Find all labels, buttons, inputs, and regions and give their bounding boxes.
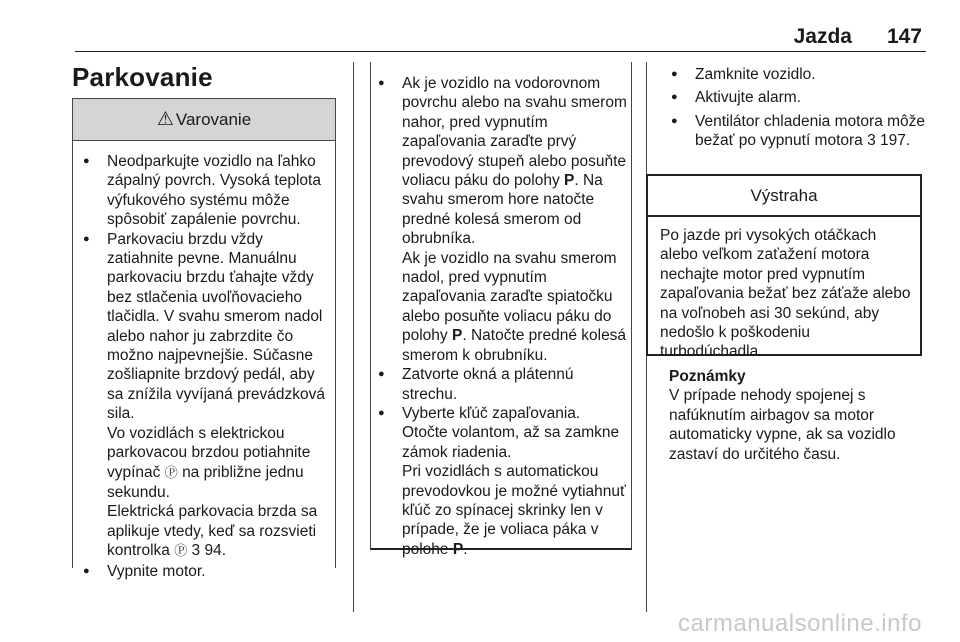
- page-header: [0, 0, 960, 60]
- warning-title: Varovanie: [175, 109, 252, 129]
- page-number: 147: [886, 25, 922, 48]
- right-bullet-3: ● Ventilátor chladenia motora môže bežať po vypnutí motora 3 197.: [665, 112, 927, 151]
- header-rule: [75, 51, 926, 52]
- running-title: Jazda: [793, 25, 852, 48]
- section-title: Parkovanie: [72, 62, 213, 92]
- caution-body: Po jazde pri vysokých otáčkach alebo veľkom zaťažení motora nechajte motor pred vypnutím zapaľovania bežať bez záťaže alebo na voľnobeh asi 30 sekúnd, aby nedošlo k poškodeniu turbodúchadla.: [660, 227, 911, 361]
- warning-body: [73, 141, 335, 581]
- right-column: [665, 65, 927, 151]
- parking-brake-icon: Ⓟ: [174, 544, 188, 560]
- middle-bullet-2: ● Zatvorte okná a plátennú strechu.: [372, 365, 630, 404]
- page-reference: 3 94.: [191, 542, 227, 560]
- warning-bullet-2: ● Parkovaciu brzdu vždy zatiahnite pevne. Manuálnu parkovaciu brzdu ťahajte vždy bez stlačenia uvoľňovacieho tlačidla. V svahu smerom nadol alebo nahor ju zabrzdite čo možno najpevnejšie. Súčasne zošliapnite brzdový pedál, aby sa znížila vyvíjaná prevádzková sila.: [77, 230, 333, 424]
- right-bullet-2: ● Aktivujte alarm.: [665, 88, 927, 107]
- middle-paragraph-2: Ak je vozidlo na svahu smerom nadol, pred vypnutím zapaľovania zaraďte spiatočku alebo posuňte voliacu páku do polohy P. Natočte predné kolesá smerom k obrubníku.: [402, 249, 627, 364]
- warning-header: [73, 99, 335, 141]
- warning-electric-brake-paragraph: Vo vozidlách s elektrickou parkovacou brzdou potiahnite vypínač Ⓟ na približne jednu sekundu.: [107, 424, 311, 501]
- column-divider-1: [353, 62, 354, 612]
- note-block: [669, 367, 925, 464]
- page-reference: 3 197.: [867, 132, 911, 150]
- note-title: Poznámky: [669, 368, 746, 385]
- caution-title: Výstraha: [648, 176, 920, 217]
- warning-bullet-3: ● Vypnite motor.: [77, 562, 333, 581]
- warning-box: [72, 98, 336, 580]
- middle-paragraph-3: Pri vozidlách s automatickou prevodovkou je možné vytiahnuť kľúč zo spínacej skrinky len v prípade, že je voliaca páka v polohe P.: [402, 463, 626, 558]
- warning-triangle-icon: ⚠: [156, 109, 174, 130]
- middle-column: [372, 74, 630, 559]
- right-bullet-1: ● Zamknite vozidlo.: [665, 65, 927, 84]
- middle-bullet-3: ● Vyberte kľúč zapaľovania. Otočte volantom, až sa zamkne zámok riadenia.: [372, 404, 630, 462]
- parking-brake-icon: Ⓟ: [164, 465, 178, 481]
- note-body: V prípade nehody spojenej s nafúknutím airbagov sa motor automaticky vypne, ak sa vozidlo zastaví do určitého času.: [669, 387, 896, 463]
- warning-auto-brake-paragraph: Elektrická parkovacia brzda sa aplikuje vtedy, keď sa rozsvieti kontrolka Ⓟ 3 94.: [107, 503, 318, 560]
- warning-bullet-1: ● Neodparkujte vozidlo na ľahko zápalný povrch. Vysoká teplota výfukového systému môže spôsobiť zapálenie povrchu.: [77, 152, 333, 230]
- middle-bullet-1: ● Ak je vozidlo na vodorovnom povrchu alebo na svahu smerom nahor, pred vypnutím zapaľovania zaraďte prvý prevodový stupeň alebo posuňte voliacu páku do polohy P. Na svahu smerom hore natočte predné kolesá smerom od obrubníka.: [372, 74, 630, 249]
- watermark: carmanualsonline.info: [678, 610, 922, 637]
- caution-box: [646, 174, 922, 361]
